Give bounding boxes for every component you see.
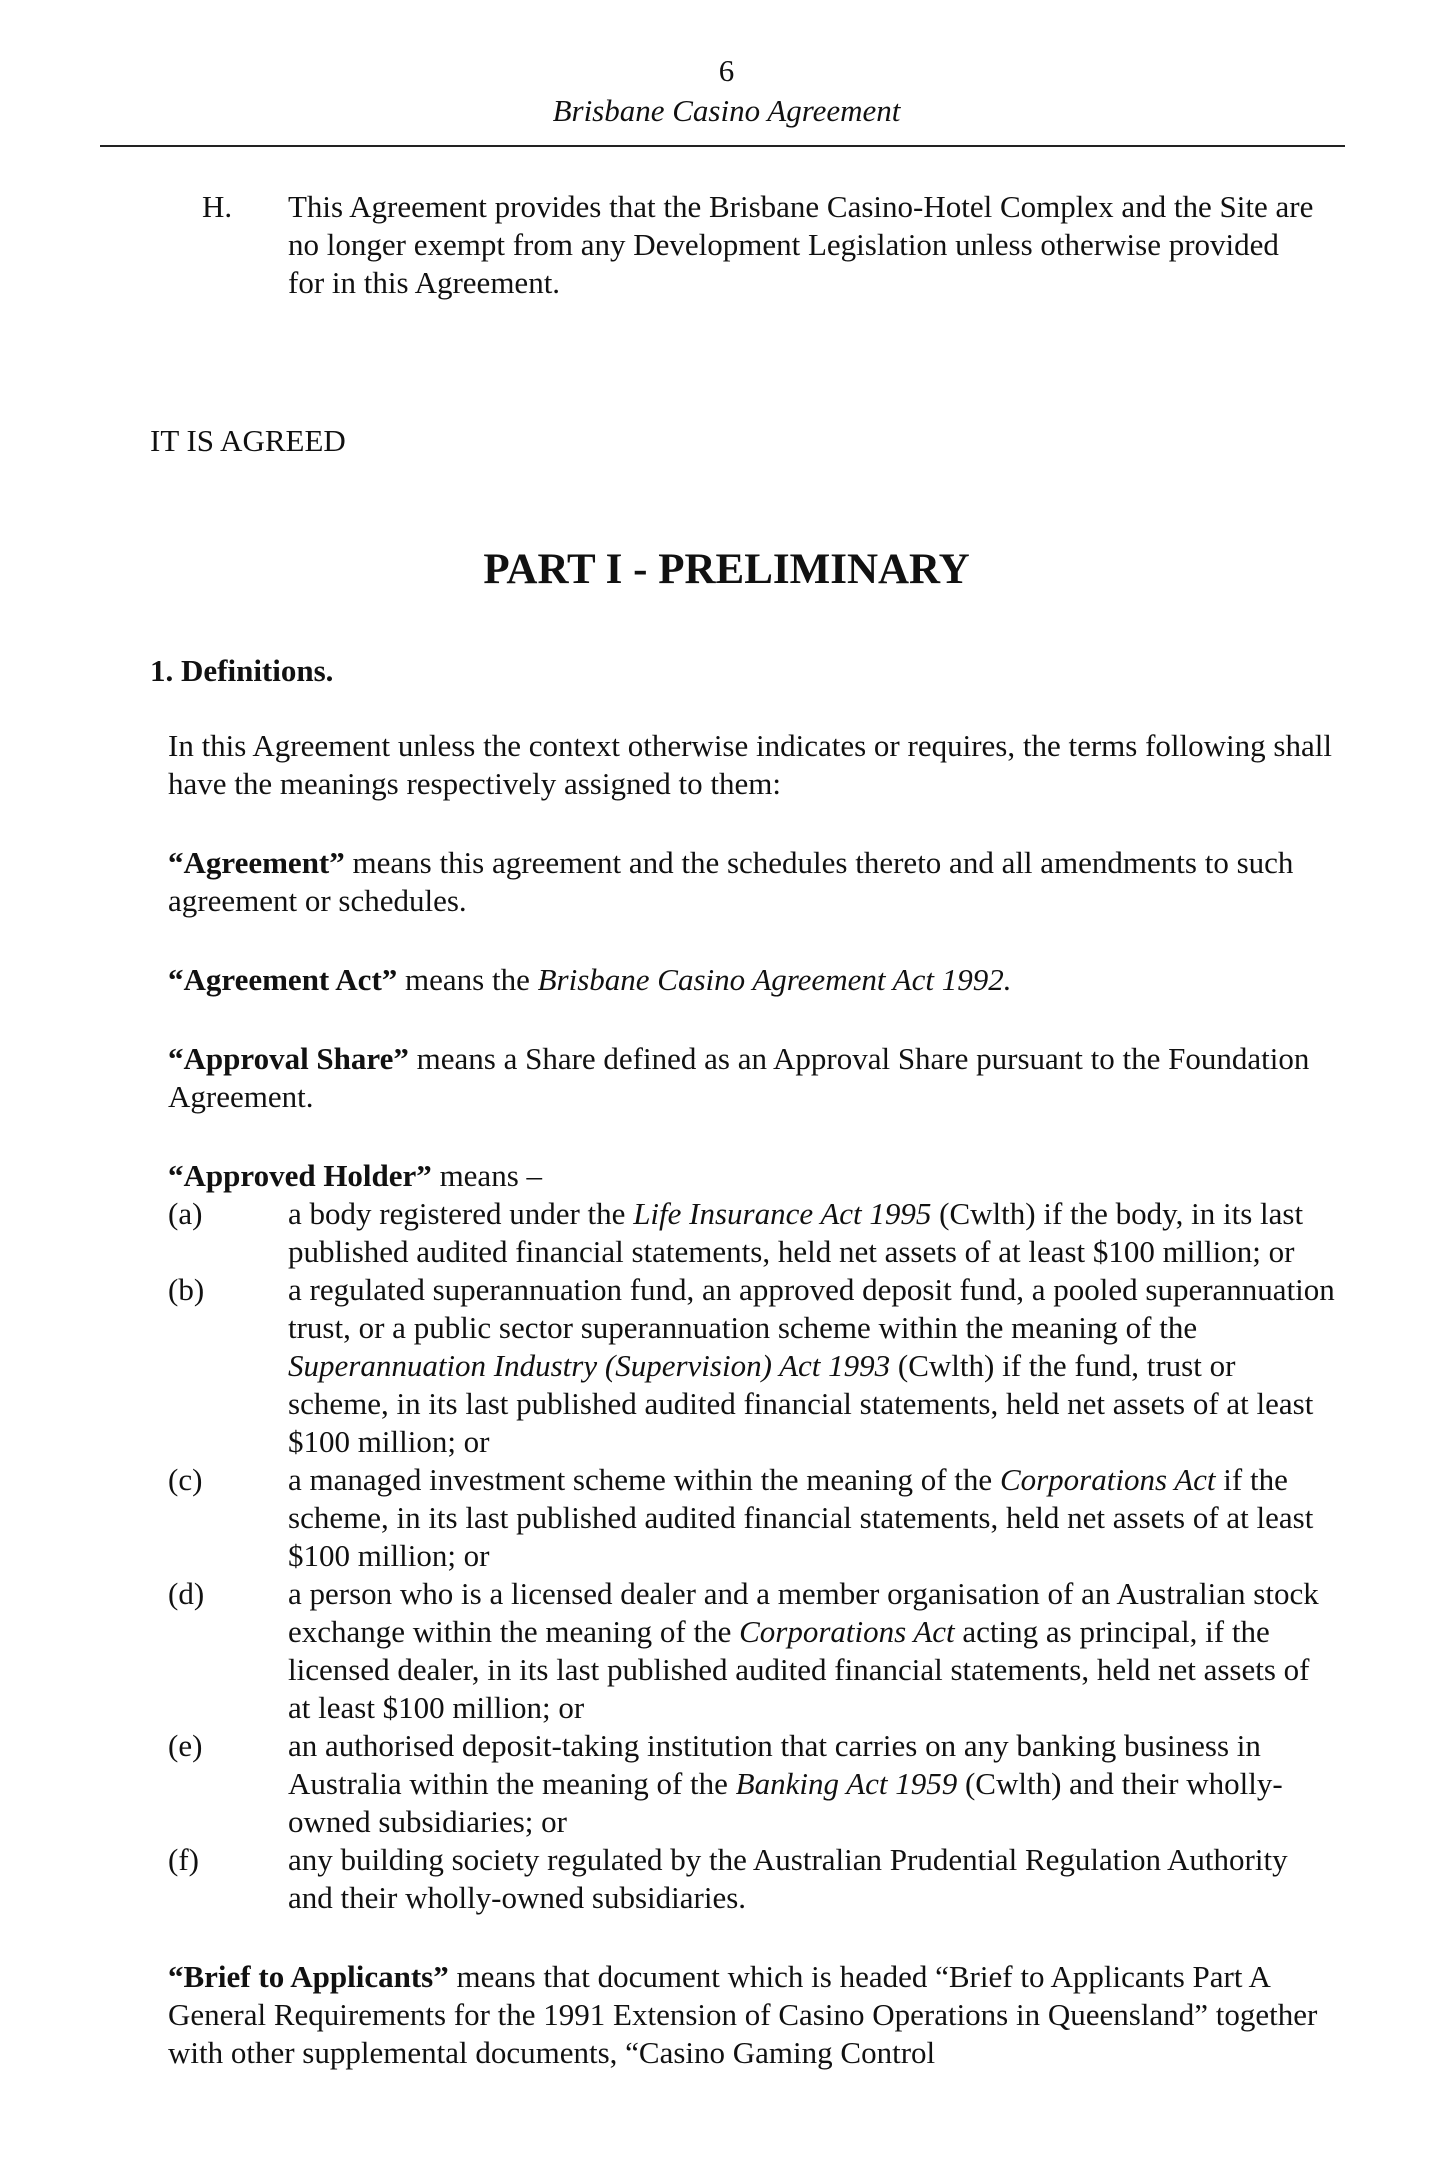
- sub-item: [168, 1195, 1338, 1271]
- recital-h: [202, 188, 1322, 302]
- sub-item-text: a managed investment scheme within the meaning of the: [288, 1462, 1000, 1497]
- clause-heading: 1. Definitions.: [150, 653, 334, 688]
- statute-reference: Life Insurance Act 1995: [633, 1196, 932, 1231]
- part-heading: PART I - PRELIMINARY: [483, 546, 970, 593]
- sub-item-text: if the scheme, in its last published audited financial statements, held net assets of at least $100 million; or: [288, 1462, 1314, 1573]
- sub-item-label: (a): [168, 1196, 203, 1231]
- definition-text: means a Share defined as an Approval Share pursuant to the Foundation Agreement.: [168, 1041, 1310, 1114]
- header-rule: [100, 145, 1345, 147]
- statute-reference: Brisbane Casino Agreement Act 1992.: [537, 962, 1012, 997]
- sub-item: [168, 1727, 1338, 1841]
- sub-item: [168, 1271, 1338, 1461]
- statute-reference: Corporations Act: [999, 1462, 1216, 1497]
- sub-item-text: a regulated superannuation fund, an approved deposit fund, a pooled superannuation trust, or a public sector superannuation scheme within the meaning of the: [288, 1272, 1335, 1345]
- sub-item-text: (Cwlth) if the fund, trust or scheme, in its last published audited financial statements, held net assets of at least $100 million; or: [288, 1348, 1314, 1459]
- statute-reference: Superannuation Industry (Supervision) Act 1993: [288, 1348, 891, 1383]
- statute-reference: Corporations Act: [739, 1614, 955, 1649]
- definition-text: means that document which is headed “Brief to Applicants Part A General Requirements for the 1991 Extension of Casino Operations in Queensland” together with other supplemental documents, “Casino Gaming Control: [168, 1959, 1318, 2070]
- sub-item-label: (d): [168, 1576, 205, 1611]
- term: “Approved Holder”: [168, 1158, 432, 1193]
- sub-item-label: (f): [168, 1842, 199, 1877]
- sub-item: [168, 1461, 1338, 1575]
- term: “Agreement Act”: [168, 962, 398, 997]
- definition-approved-holder: [168, 1157, 1338, 1917]
- sub-item-text: acting as principal, if the licensed dealer, in its last published audited financial statements, held net assets of at least $100 million; or: [288, 1614, 1310, 1725]
- sub-item: [168, 1841, 1338, 1917]
- definition-agreement: [168, 844, 1338, 920]
- sub-item-text: a body registered under the: [288, 1196, 634, 1231]
- sub-item-text: (Cwlth) and their wholly-owned subsidiaries; or: [288, 1766, 1283, 1839]
- sub-item-label: (b): [168, 1272, 205, 1307]
- definition-text: means –: [431, 1158, 543, 1193]
- definition-text: means the: [397, 962, 538, 997]
- page-number: 6: [718, 53, 735, 88]
- sub-item-label: (c): [168, 1462, 203, 1497]
- sub-item: [168, 1575, 1338, 1727]
- definition-brief-to-applicants: [168, 1958, 1338, 2072]
- statute-reference: Banking Act 1959: [735, 1766, 958, 1801]
- sub-item-text: any building society regulated by the Australian Prudential Regulation Authority and their wholly-owned subsidiaries.: [288, 1842, 1288, 1915]
- recital-text: This Agreement provides that the Brisbane Casino-Hotel Complex and the Site are no longer exempt from any Development Legislation unless otherwise provided for in this Agreement.: [288, 189, 1314, 300]
- term: “Brief to Applicants”: [168, 1959, 449, 1994]
- intro-paragraph: In this Agreement unless the context otherwise indicates or requires, the terms following shall have the meanings respectively assigned to them:: [168, 728, 1332, 801]
- sub-item-text: an authorised deposit-taking institution that carries on any banking business in Australia within the meaning of the: [288, 1728, 1261, 1801]
- definition-approval-share: [168, 1040, 1338, 1116]
- recital-label: H.: [202, 189, 233, 224]
- definitions-body: [168, 727, 1338, 2113]
- definition-text: means this agreement and the schedules thereto and all amendments to such agreement or schedules.: [168, 845, 1294, 918]
- definition-agreement-act: [168, 961, 1338, 999]
- term: “Approval Share”: [168, 1041, 409, 1076]
- sub-item-text: (Cwlth) if the body, in its last published audited financial statements, held net assets of at least $100 million; or: [288, 1196, 1304, 1269]
- sub-item-text: a person who is a licensed dealer and a member organisation of an Australian stock exchange within the meaning of the: [288, 1576, 1319, 1649]
- agreed-heading: IT IS AGREED: [150, 423, 346, 458]
- running-title: Brisbane Casino Agreement: [552, 93, 901, 128]
- term: “Agreement”: [168, 845, 345, 880]
- sub-item-label: (e): [168, 1728, 203, 1763]
